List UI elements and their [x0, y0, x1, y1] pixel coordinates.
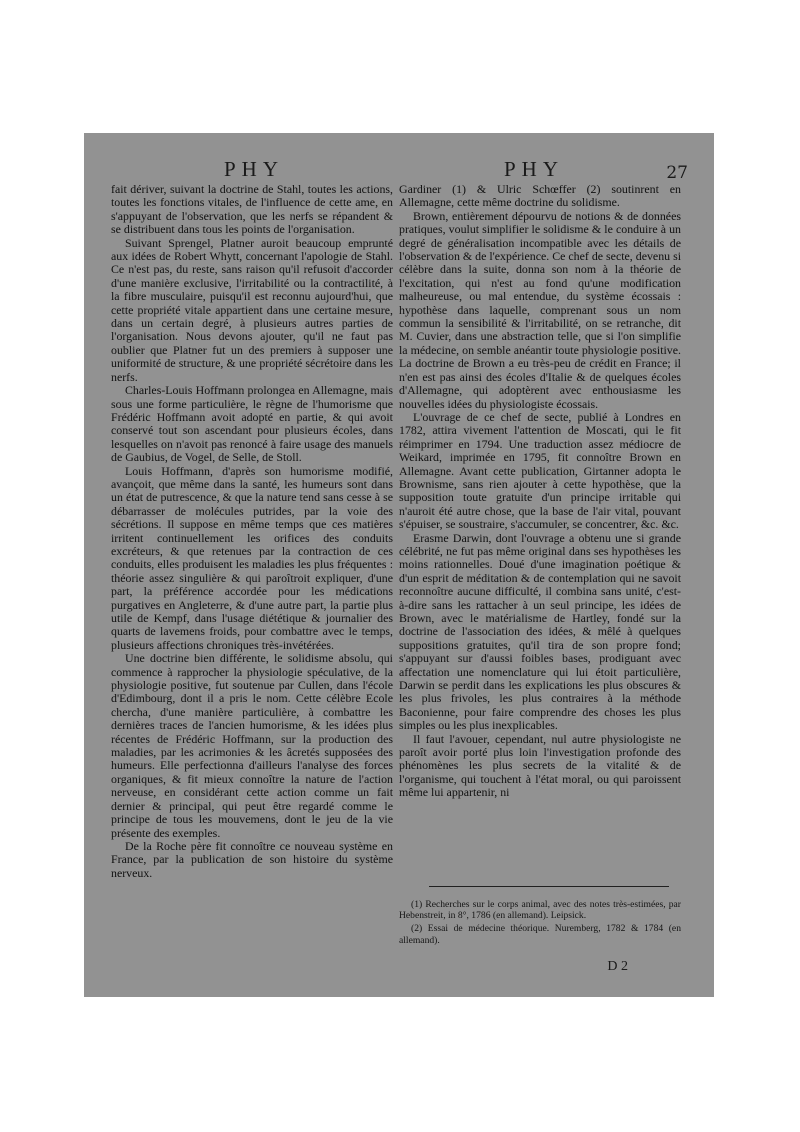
paragraph: Une doctrine bien différente, le solidisme absolu, qui commence à rapprocher la physiologie spéculative, de la physiologie positive, fut soutenue par Cullen, dans l'école d'Edimbourg, dont il a pris le nom. Cette célèbre Ecole chercha, d'une manière particulière, à combattre les dernières traces de l'ancien humorisme, & les idées plus récentes de Frédéric Hoffmann, sur la production des maladies, par les acrimonies & les âcretés supposées des humeurs. Elle perfectionna d'ailleurs l'analyse des forces organiques, & fit mieux connoître la nature de l'action nerveuse, en considérant cette action comme un fait dernier & principal, qui peut être regardé comme le principe de tous les mouvemens, dont le jeu de la vie présente des exemples.	[111, 651, 393, 840]
paragraph: Suivant Sprengel, Platner auroit beaucoup emprunté aux idées de Robert Whytt, concernant l'apologie de Stahl. Ce n'est pas, du reste, sans raison qu'il refusoit d'accorder d'une manière exclusive, l'irritabilité ou la contractilité, à la fibre musculaire, puisqu'il est reconnu aujourd'hui, que cette propriété vitale appartient dans une certaine mesure, dans un certain degré, à plusieurs autres parties de l'organisation. Nous devons ajouter, qu'il ne faut pas oublier que Platner fut un des premiers à supposer une uniformité de structure, & une propriété sécrétoire dans les nerfs.	[111, 235, 393, 384]
paragraph: Louis Hoffmann, d'après son humorisme modifié, avançoit, que même dans la santé, les humeurs sont dans un état de putrescence, & que la nature tend sans cesse à se débarrasser de molécules putrides, par la voie des sécrétions. Il suppose en même temps que ces matières irritent continuellement les orifices des conduits excréteurs, & que retenues par la contraction de ces conduits, elles produisent les maladies les plus fréquentes : théorie assez singulière & qui paroîtroit expliquer, d'une part, la préférence accordée pour les médications purgatives en Angleterre, & d'une autre part, la partie plus utile de Kempf, dans l'usage diététique & journalier des quarts de lavemens froids, pour combattre avec le temps, plusieurs affections chroniques très-invétérées.	[111, 463, 393, 652]
paragraph: Brown, entièrement dépourvu de notions & de données pratiques, voulut simplifier le solidisme & le conduire à un degré de généralisation incompatible avec les détails de l'observation & de l'expérience. Ce chef de secte, devenu si célèbre dans la suite, donna son nom à la théorie de l'excitation, qui n'est au fond qu'une modification malheureuse, ou mal entendue, du système écossais : hypothèse dans laquelle, comprenant sous un nom commun la sensibilité & l'irritabilité, on se retranche, dit M. Cuvier, dans une abstraction telle, que si l'on simplifie la médecine, on semble anéantir toute physiologie positive. La doctrine de Brown a eu très-peu de crédit en France; il n'en est pas ainsi des écoles d'Italie & de quelques écoles d'Allemagne, qui adoptèrent avec enthousiasme les nouvelles idées du physiologiste écossais.	[399, 208, 681, 411]
footnote: (1) Recherches sur le corps animal, avec des notes très-estimées, par Hebenstreit, in 8°, 1786 (en allemand). Leipsick.	[399, 899, 681, 922]
paragraph: De la Roche père fit connoître ce nouveau système en France, par la publication de son histoire du système nerveux.	[111, 838, 393, 880]
signature-mark: D 2	[607, 959, 628, 974]
footnotes	[399, 899, 681, 948]
paragraph: L'ouvrage de ce chef de secte, publié à Londres en 1782, attira vivement l'attention de Moscati, qui le fit réimprimer en 1794. Une traduction assez médiocre de Weikard, imprimée en 1795, fit connoître Brown en Allemagne. Avant cette publication, Girtanner adopta le Brownisme, sans rien ajouter à cette hypothèse, que la supposition toute gratuite d'un principe irritable qui n'auroit été autre chose, que la base de l'air vital, pouvant s'épuiser, se soustraire, s'accumuler, se concentrer, &c. &c.	[399, 409, 681, 532]
left-column	[111, 183, 393, 943]
footnote-divider	[429, 886, 669, 887]
running-head-left: PHY	[224, 157, 285, 181]
paragraph: Il faut l'avouer, cependant, nul autre physiologiste ne paroît avoir porté plus loin l'investigation profonde des phénomènes les plus secrets de la vitalité & de l'organisme, qui touchent à l'état moral, ou qui paroissent même lui appartenir, ni	[399, 731, 681, 800]
paragraph: Erasme Darwin, dont l'ouvrage a obtenu une si grande célébrité, ne fut pas même original dans ses hypothèses les moins rationnelles. Doué d'une imagination poétique & d'un esprit de méditation & de contemplation qui ne savoit reconnoître aucune difficulté, il combina sans unité, c'est-à-dire sans les rattacher à un seul principe, les idées de Brown, avec le matérialisme de Hartley, fondé sur la doctrine de l'association des idées, & mêlé à quelques suppositions gratuites, qu'il tira de son propre fond; s'appuyant sur d'aussi foibles bases, prodiguant avec affectation une nomenclature qui lui étoit particulière, Darwin se perdit dans les explications les plus obscures & les plus frivoles, les plus contraires à la méthode Baconienne, pour faire comprendre des choses les plus simples ou les plus inexplicables.	[399, 530, 681, 733]
running-head-right: PHY	[504, 157, 565, 181]
paragraph: fait dériver, suivant la doctrine de Stahl, toutes les actions, toutes les fonctions vitales, de l'influence de cette ame, en s'appuyant de l'observation, que les nerfs se répandent & se distribuent dans tous les points de l'organisation.	[111, 182, 393, 237]
paragraph: Charles-Louis Hoffmann prolongea en Allemagne, mais sous une forme particulière, le règne de l'humorisme que Frédéric Hoffmann avoit adopté en partie, & qui avoit conservé tout son ascendant pour plusieurs écoles, dans lesquelles on n'avoit pas renoncé à faire usage des manuels de Gaubius, de Vogel, de Selle, de Stoll.	[111, 383, 393, 465]
paragraph: Gardiner (1) & Ulric Schœffer (2) soutinrent en Allemagne, cette même doctrine du solidisme.	[399, 182, 681, 210]
footnote: (2) Essai de médecine théorique. Nuremberg, 1782 & 1784 (en allemand).	[399, 923, 681, 946]
page-number: 27	[666, 163, 688, 183]
right-column	[399, 183, 681, 883]
scanned-page	[84, 133, 714, 997]
